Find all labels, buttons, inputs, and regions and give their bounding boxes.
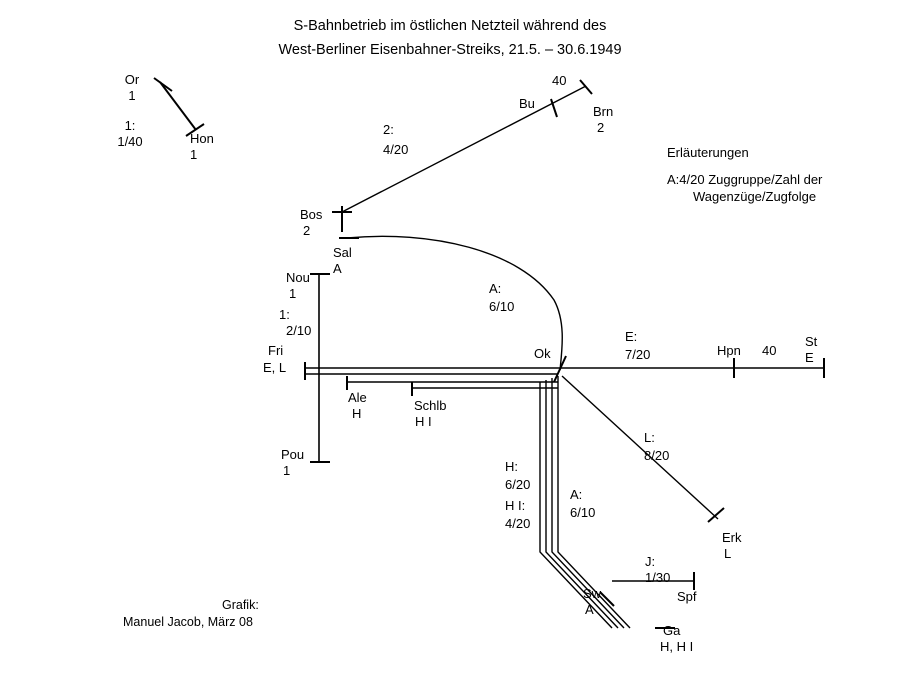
station-label-spf: Spf [677,589,697,604]
annotation-nou-group-2: 2/10 [286,323,312,338]
annotation-south-h-1: H: [505,459,518,474]
station-sub-schlb: H I [415,414,432,429]
tick-erk [708,508,724,522]
station-label-erk: Erk [722,530,742,545]
station-sub-sal: A [333,261,342,276]
annotation-south-a-1: A: [570,487,583,502]
legend-heading: Erläuterungen [667,145,749,160]
line-ok-erk [562,376,718,519]
curve-sal-ok [347,236,562,370]
annotation-south-a-2: 6/10 [570,505,596,520]
station-sub-ga: H, H I [660,639,694,654]
annotation-or-group-2: 1/40 [117,134,143,149]
annotation-hpn-count: 40 [762,343,777,358]
credit-line-2: Manuel Jacob, März 08 [123,615,253,629]
station-label-sal: Sal [333,245,352,260]
station-sub-hon: 1 [190,147,198,162]
station-label-ale: Ale [348,390,367,405]
station-label-ok: Ok [534,346,551,361]
annotation-nou-group-1: 1: [279,307,290,322]
annotation-or-group-1: 1: [124,118,136,133]
annotation-south-hi-2: 4/20 [505,516,531,531]
station-label-st: St [805,334,818,349]
station-label-pou: Pou [281,447,305,462]
station-sub-nou: 1 [289,286,297,301]
annotation-sal-curve-2: 6/10 [489,299,515,314]
annotation-spf-line-1: J: [645,554,656,569]
station-label-ga: Ga [663,623,681,638]
annotation-brn-line-1: 2: [383,122,394,137]
page-title-line2: West-Berliner Eisenbahner-Streiks, 21.5. – 30.6.1949 [278,42,622,58]
station-sub-or: 1 [128,88,136,103]
legend-line-1: A:4/20 Zuggruppe/Zahl der [667,172,823,187]
legend-line-2: Wagenzüge/Zugfolge [693,189,817,204]
annotation-erk-line-2: 8/20 [644,448,670,463]
station-sub-sw: A [585,602,594,617]
station-label-hpn: Hpn [717,343,741,358]
annotation-south-h-2: 6/20 [505,477,531,492]
station-sub-bos: 2 [303,223,311,238]
annotation-east-line-2: 7/20 [625,347,651,362]
credit-line-1: Grafik: [222,598,259,612]
station-sub-st: E [805,350,814,365]
line-bos-brn [342,86,586,212]
page-title-line1: S-Bahnbetrieb im östlichen Netzteil während des [293,18,607,34]
annotation-east-line-1: E: [625,329,638,344]
station-sub-erk: L [724,546,732,561]
station-label-sw: Sw [583,586,602,601]
annotation-brn-line-2: 4/20 [383,142,409,157]
annotation-south-hi-1: H I: [505,498,526,513]
tick-brn [580,80,592,94]
station-sub-brn: 2 [597,120,605,135]
annotation-bu-count: 40 [552,73,567,88]
station-label-fri: Fri [268,343,284,358]
tick-or [154,78,172,91]
station-label-bu: Bu [519,96,535,111]
station-sub-fri: E, L [263,360,287,375]
station-sub-ale: H [352,406,362,421]
annotation-erk-line-1: L: [644,430,655,445]
station-label-or: Or [124,72,140,87]
station-label-bos: Bos [300,207,323,222]
station-sub-pou: 1 [283,463,291,478]
annotation-sal-curve-1: A: [489,281,502,296]
station-label-nou: Nou [286,270,310,285]
line-or-hon [160,82,196,130]
station-label-brn: Brn [593,104,614,119]
annotation-spf-line-2: 1/30 [645,570,671,585]
station-label-schlb: Schlb [414,398,447,413]
station-label-hon: Hon [190,131,214,146]
